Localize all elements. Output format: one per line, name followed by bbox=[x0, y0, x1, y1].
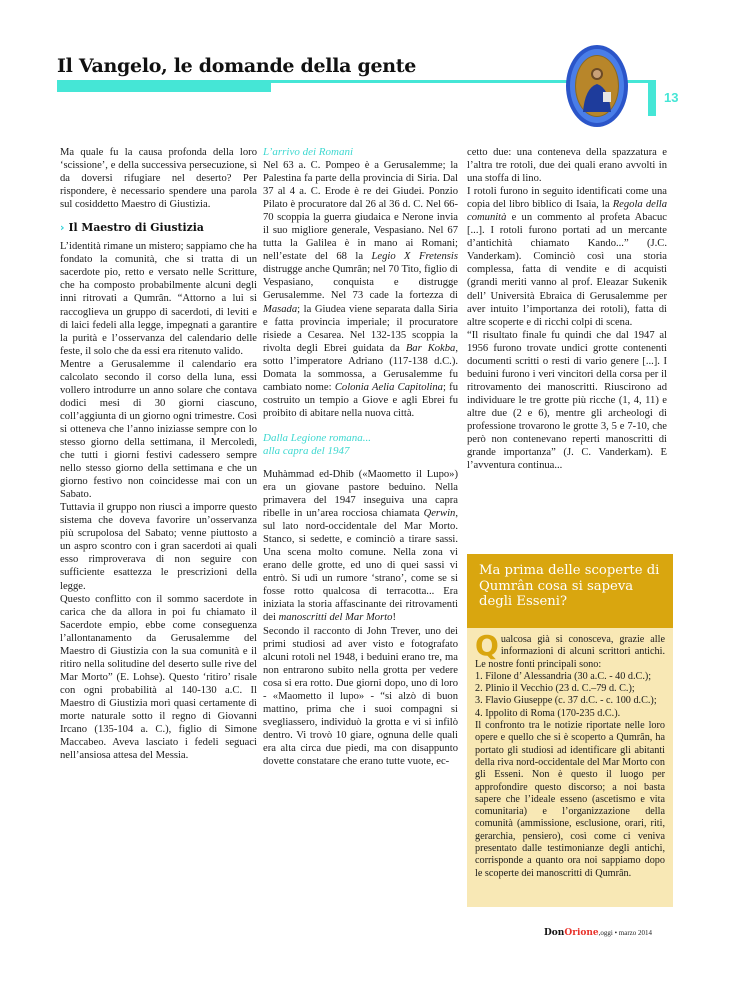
column-2 bbox=[263, 146, 458, 768]
italic-term: Qerwin bbox=[423, 508, 456, 520]
sidebar-box-title: Ma prima delle scoperte di Qumrân cosa si sapeva degli Esseni? bbox=[467, 554, 673, 628]
italic-term: manoscritti del Mar Morto bbox=[278, 612, 393, 624]
section-heading-legione bbox=[263, 432, 458, 458]
italic-term: Legio X Fretensis bbox=[371, 251, 458, 263]
text-run: , sotto l’imperatore Adriano (117-138 d.C.). Domata la sommossa, a Gerusalemme fu cambiato nome: bbox=[263, 342, 459, 393]
christ-pantocrator-medallion-logo bbox=[565, 44, 629, 128]
paragraph: “Il risultato finale fu quindi che dal 1947 al 1956 furono trovate undici grotte contenenti documenti scritti o resti di vario genere [...]. I beduini furono i veri vincitori della corsa per il ritrovamento dei manoscritti. Riuscirono ad individuare le tre grotte più ricche (1, 4, 11) e altre due (2 e 6), mentre gli archeologi di professione trovarono le grotte 3, 5 e 7-10, che però non contenevano reperti manoscritti di grande importanza” (J. C. Vanderkam). E l’avventura continua... bbox=[467, 329, 667, 472]
chevron-right-icon: › bbox=[60, 221, 65, 235]
paragraph: L’identità rimane un mistero; sappiamo che ha fondato la comunità, che si tratta di un sacerdote pio, retto e versato nelle Scritture, che ha composto probabilmente alcuni degli inni ritrovati a Qumrân. “Attorno a lui si raccoglieva un gruppo di sacerdoti, di leviti e di laici fedeli alla legge, impegnati a garantire la purità e l’osservanza del calendario delle feste, il solo che da essi era ritenuto valido. bbox=[60, 241, 257, 357]
section-heading-romani: L’arrivo dei Romani bbox=[263, 146, 354, 158]
page-number: 13 bbox=[664, 90, 679, 105]
text-run: I rotoli furono in seguito identificati come una copia del libro biblico di Isaia, la bbox=[467, 186, 667, 211]
page-number-rule bbox=[648, 80, 656, 116]
source-item: 4. Ippolito di Roma (170-235 d.C.). bbox=[475, 707, 621, 719]
italic-term: Masada bbox=[263, 303, 298, 315]
source-item: 1. Filone d’ Alessandria (30 a.C. - 40 d.C.); bbox=[475, 670, 652, 682]
paragraph: cetto due: una conteneva della spazzatura e l’altra tre rotoli, due dei quali erano avvolti in una stoffa di lino. bbox=[467, 147, 667, 185]
italic-term: Colonia Aelia Capitolina bbox=[334, 381, 443, 393]
sidebar-box-body bbox=[467, 628, 673, 880]
sidebar-intro bbox=[475, 629, 665, 671]
paragraph: Mentre a Gerusalemme il calendario era calcolato secondo il corso della luna, essi vollero introdurre un anno solare che contava dodici mesi di 30 giorni ciascuno, coll’aggiunta di un giorno ogni trimestre. Così si otteneva che l’anno iniziasse sempre con lo stesso giorno della settimana, il Mercoledì, che tutti i giorni festivi cadessero sempre nello stesso giorno della settimana e che un giorno festivo non coincidesse mai con un Sabato. bbox=[60, 358, 257, 501]
heading-line: Dalla Legione romana... bbox=[263, 431, 372, 444]
paragraph-muhammad bbox=[263, 468, 458, 625]
paragraph bbox=[467, 185, 667, 329]
drop-cap: Q bbox=[475, 629, 499, 662]
sidebar-intro-text: ualcosa già si conosceva, grazie alle informazioni di alcuni scrittori antichi. Le nostre fonti principali sono: bbox=[475, 634, 665, 670]
text-run: , sul lato nord-occidentale del Mar Morto. Stanco, si sedette, e cominciò a tirare sassi. Una scena molto comune. Nella zona vi erano delle grotte, ed uno di quei sassi vi entrò. Si udì un rumore ‘strano’, come se si fosse rotto qualcosa di terracotta... Era iniziata la storia affascinante dei ritrovamenti dei bbox=[263, 508, 458, 624]
text-run: ; fu costruito un tempio a Giove e agli Ebrei fu proibito di abitare nella nuova città. bbox=[263, 381, 458, 419]
sidebar-body-text: Il confronto tra le notizie riportate nelle loro opere e quello che si è scoperto a Qumrân, ha portato gli studiosi ad identificare gli abitanti della riva nord-occidentale del Mar Morto con gli Esseni. Non è questo il luogo per approfondire questo discorso; a noi basta sapere che l’ideale esseno (ascetismo e vita comunitaria) e l’organizzazione della comunità (ammissione, esclusione, orari, riti, gerarchia, pensiero), così come ci veniva presentato dalle testimonianze degli antichi, corrisponde a quanto ora noi sappiamo dopo le scoperte dei manoscritti di Qumrân. bbox=[475, 720, 665, 879]
text-run: ; la Giudea viene separata dalla Siria e fatta provincia imperiale; il procuratore risiede a Cesarea. Nel 132-135 scoppia la rivolta degli Ebrei guidata da bbox=[263, 303, 458, 354]
text-run: e un commento al profeta Abacuc [...]. I rotoli furono portati ad un mercante d’antichità chiamato Kando...” (J.C. Vanderkam). Cominciò così una storia complessa, fatta di vendite e di acquisti (grandi meriti vanno al prof. Eleazar Sukenik dell’ Università Ebraica di Gerusalemme per aver intuito l’importanza dei rotoli), fatta di altre scoperte e di ricchi colpi di scena. bbox=[467, 212, 667, 328]
text-run: Muhàmmad ed-Dhib («Maometto il Lupo») era un giovane pastore beduino. Nella primavera del 1947 inseguiva una capra ribelle in un’area rocciosa chiamata bbox=[263, 468, 458, 520]
italic-term: Regola della comunità bbox=[467, 199, 667, 224]
brand-orione: Orione bbox=[564, 928, 599, 938]
header-accent-bar bbox=[57, 80, 271, 92]
sidebar-essenes-box bbox=[467, 554, 673, 907]
brand-oggi: ,oggi bbox=[598, 929, 613, 937]
text-run: distrugge anche Qumrân; nel 70 Tito, figlio di Vespasiano, conquista e distrugge Gerusalemme. Nel 73 cade la fortezza di bbox=[263, 264, 458, 302]
source-item: 3. Flavio Giuseppe (c. 37 d.C. - c. 100 d.C.); bbox=[475, 695, 657, 707]
footer-masthead bbox=[544, 928, 652, 938]
page-title: Il Vangelo, le domande della gente bbox=[57, 55, 417, 77]
section-heading-text: Il Maestro di Giustizia bbox=[68, 221, 204, 235]
column-3 bbox=[467, 146, 667, 472]
heading-line: alla capra del 1947 bbox=[263, 444, 350, 457]
column-1 bbox=[60, 146, 257, 762]
text-run: ! bbox=[392, 612, 397, 624]
paragraph: Questo conflitto con il sommo sacerdote in carica che da allora in poi fu chiamato il Sacerdote empio, ebbe come conseguenza l’allontanamento da Gerusalemme del Maestro di Giustizia con la sua comunità e il ritiro nella solitudine del deserto sulle rive del Mar Morto” (E. Lohse). Questo ‘ritiro’ risale con ogni probabilità al 140-130 a.C. Il Maestro di Giustizia morì quasi certamente di morte naturale sotto il regno di Giovanni Ircano (135-104 a. C.), figlio di Simone Maccabeo. Aveva lasciato i fedeli seguaci nell’ansiosa attesa del Messia. bbox=[60, 593, 257, 762]
issue-date: • marzo 2014 bbox=[614, 929, 653, 937]
brand-don: Don bbox=[544, 928, 565, 938]
paragraph-trever: Secondo il racconto di John Trever, uno dei primi studiosi ad aver visto e fotografato alcuni rotoli nel 1948, i beduini erano tre, ma non entrarono subito nella grotta per vedere cosa si era rotto. Due giorni dopo, uno di loro - «Maometto il lupo» - “si alzò di buon mattino, prima che i suoi compagni si svegliassero, individuò la grotta e vi si infilò dentro. Vi trovò 10 giare, ognuna delle quali era alta circa due piedi, ma con disappunto dovette constatare che erano tutte vuote, ec- bbox=[263, 625, 458, 767]
text-run: Nel 63 a. C. Pompeo è a Gerusalemme; la Palestina fa parte della provincia di Siria. Dal 37 al 4 a. C. Erode è re dei Giudei. Ponzio Pilato è procuratore dal 26 al 36 d. C. Nel 66-70 scoppia la guerra giudaica e Nerone invia il suo migliore generale, Vespasiano. Nel 67 tutta la Galilea è in mano ai Romani; nell’estate del 68 la bbox=[263, 160, 458, 263]
italic-term: Bar Kokba bbox=[405, 342, 456, 354]
paragraph: Tuttavia il gruppo non riuscì a imporre questo sistema che doveva favorire un’osservanza più scrupolosa del Sabato; venne piuttosto a un aspro scontro con i gran sacerdoti ai quali esso rimproverava di non seguire con sufficiente esattezza le prescrizioni della legge. bbox=[60, 502, 257, 592]
paragraph-romani bbox=[263, 159, 458, 420]
section-heading-maestro bbox=[60, 221, 257, 234]
source-item: 2. Plinio il Vecchio (23 d. C.–79 d. C.); bbox=[475, 683, 635, 695]
intro-paragraph: Ma quale fu la causa profonda della loro ‘scissione’, e della successiva persecuzione, sì da doversi rifugiare nel deserto? Per rispondere, è necessario spendere una parola sul cosiddetto Maestro di Giustizia. bbox=[60, 147, 257, 211]
sources-list bbox=[475, 671, 665, 720]
